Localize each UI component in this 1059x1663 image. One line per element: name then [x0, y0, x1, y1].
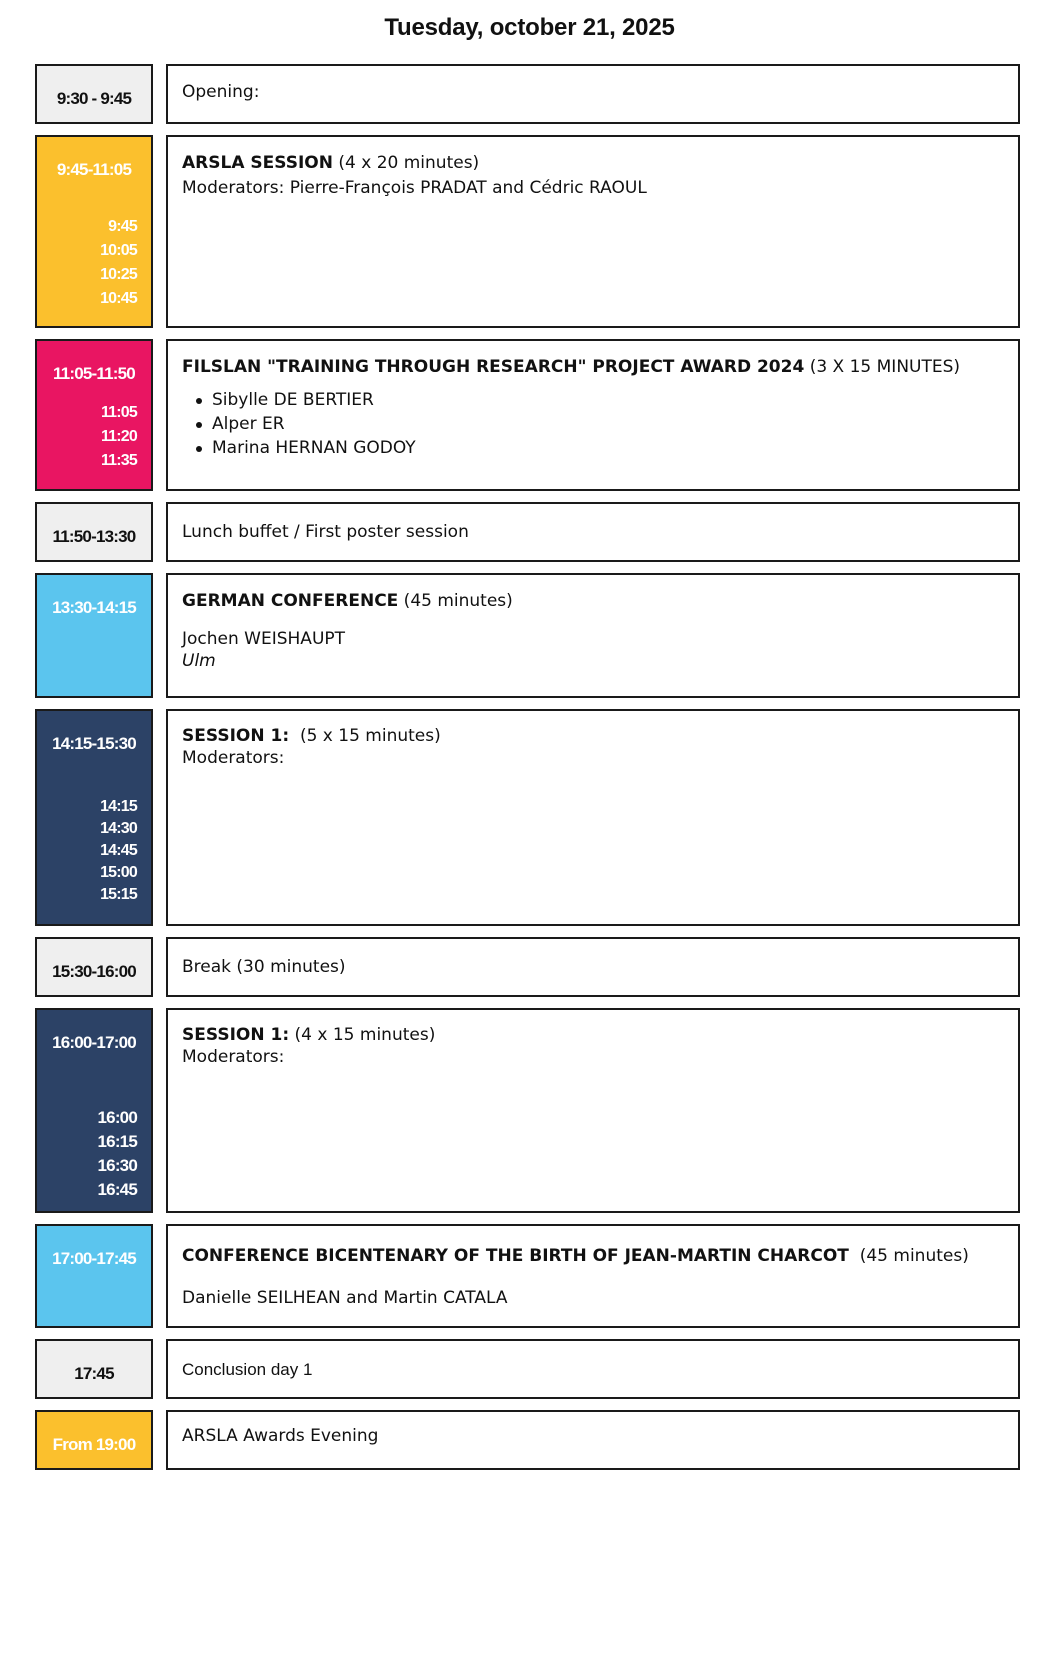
schedule-row-filslan-award — [35, 339, 1020, 491]
time-slot — [35, 1410, 153, 1470]
schedule-row-german-conference — [35, 573, 1020, 698]
sub-time: 15:15 — [100, 886, 137, 903]
sub-time: 11:35 — [100, 452, 137, 469]
time-slot — [35, 573, 153, 698]
sub-time: 14:30 — [100, 820, 137, 837]
sub-time: 15:00 — [100, 864, 137, 881]
sub-time: 16:15 — [97, 1132, 137, 1151]
session-detail: (5 x 15 minutes) — [289, 726, 441, 746]
speaker-item: Sibylle DE BERTIER — [212, 388, 1018, 412]
sub-time: 10:25 — [100, 266, 137, 283]
speaker-item: Alper ER — [212, 412, 1018, 436]
session-content — [166, 64, 1020, 124]
schedule-row-opening — [35, 64, 1020, 124]
session-content — [166, 339, 1020, 491]
session-detail: (4 x 15 minutes) — [289, 1025, 436, 1045]
sub-time: 16:00 — [97, 1108, 137, 1127]
speaker-affiliation: Ulm — [182, 651, 216, 671]
sub-time: 11:05 — [100, 404, 137, 421]
time-slot — [35, 502, 153, 562]
sub-times — [98, 1106, 137, 1202]
session-text: ARSLA Awards Evening — [182, 1426, 379, 1446]
session-content — [166, 573, 1020, 698]
schedule-row-charcot-conference — [35, 1224, 1020, 1328]
time-slot — [35, 1339, 153, 1399]
sub-time: 16:30 — [97, 1156, 137, 1175]
speaker-name: Jochen WEISHAUPT — [182, 629, 346, 649]
session-text: Break (30 minutes) — [182, 957, 346, 977]
time-slot — [35, 937, 153, 997]
session-content — [166, 502, 1020, 562]
schedule-row-session-1 — [35, 709, 1020, 926]
time-range: 15:30-16:00 — [52, 962, 136, 981]
session-text: Lunch buffet / First poster session — [182, 522, 469, 542]
sub-times — [100, 796, 137, 906]
session-heading: GERMAN CONFERENCE — [182, 591, 399, 611]
time-slot — [35, 1008, 153, 1213]
time-range: From 19:00 — [52, 1435, 136, 1454]
sub-times — [101, 401, 137, 473]
time-slot — [35, 339, 153, 491]
sub-time: 14:45 — [100, 842, 137, 859]
session-detail: (3 X 15 MINUTES) — [804, 357, 961, 377]
session-heading: SESSION 1: — [182, 1025, 290, 1045]
time-range: 11:50-13:30 — [52, 527, 136, 546]
time-range: 13:30-14:15 — [52, 598, 136, 617]
session-moderators: Moderators: — [182, 748, 285, 768]
schedule-row-lunch — [35, 502, 1020, 562]
time-range: 16:00-17:00 — [52, 1033, 136, 1052]
time-range: 17:45 — [74, 1364, 114, 1383]
sub-time: 16:45 — [97, 1180, 137, 1199]
time-slot — [35, 135, 153, 328]
sub-time: 10:05 — [100, 242, 137, 259]
session-heading: CONFERENCE BICENTENARY OF THE BIRTH OF JEAN-MARTIN CHARCOT — [182, 1246, 849, 1266]
time-range: 17:00-17:45 — [52, 1249, 136, 1268]
session-content — [166, 937, 1020, 997]
session-moderators: Moderators: Pierre-François PRADAT and Cédric RAOUL — [182, 178, 647, 198]
sub-time: 10:45 — [100, 290, 137, 307]
session-detail: (4 x 20 minutes) — [332, 153, 480, 173]
session-content — [166, 1008, 1020, 1213]
time-range: 11:05-11:50 — [53, 364, 135, 383]
page-title: Tuesday, october 21, 2025 — [384, 14, 675, 41]
speaker-list — [182, 388, 1018, 460]
session-text: Opening: — [182, 82, 260, 102]
sub-times — [100, 215, 137, 311]
speaker-item: Marina HERNAN GODOY — [212, 436, 1018, 460]
session-content — [166, 1410, 1020, 1470]
session-content — [166, 1224, 1020, 1328]
session-detail: (45 minutes) — [398, 591, 513, 611]
session-content — [166, 709, 1020, 926]
session-heading: ARSLA SESSION — [182, 153, 333, 173]
sub-time: 11:20 — [100, 428, 137, 445]
session-moderators: Moderators: — [182, 1047, 285, 1067]
time-range: 14:15-15:30 — [52, 734, 136, 753]
session-heading: FILSLAN "TRAINING THROUGH RESEARCH" PROJECT AWARD 2024 — [182, 357, 805, 377]
sub-time: 14:15 — [100, 798, 137, 815]
session-content — [166, 135, 1020, 328]
time-slot — [35, 709, 153, 926]
sub-time: 9:45 — [108, 218, 137, 235]
schedule-row-conclusion — [35, 1339, 1020, 1399]
speaker-name: Danielle SEILHEAN and Martin CATALA — [182, 1288, 508, 1308]
time-range: 9:45-11:05 — [56, 160, 132, 179]
time-range: 9:30 - 9:45 — [56, 89, 132, 108]
schedule-row-arsla-session — [35, 135, 1020, 328]
session-detail: (45 minutes) — [848, 1246, 969, 1266]
schedule-row-break — [35, 937, 1020, 997]
session-text: Conclusion day 1 — [182, 1360, 313, 1379]
schedule-row-session-1b — [35, 1008, 1020, 1213]
schedule-row-awards-evening — [35, 1410, 1020, 1470]
time-slot — [35, 1224, 153, 1328]
session-content — [166, 1339, 1020, 1399]
time-slot — [35, 64, 153, 124]
session-heading: SESSION 1: — [182, 726, 290, 746]
